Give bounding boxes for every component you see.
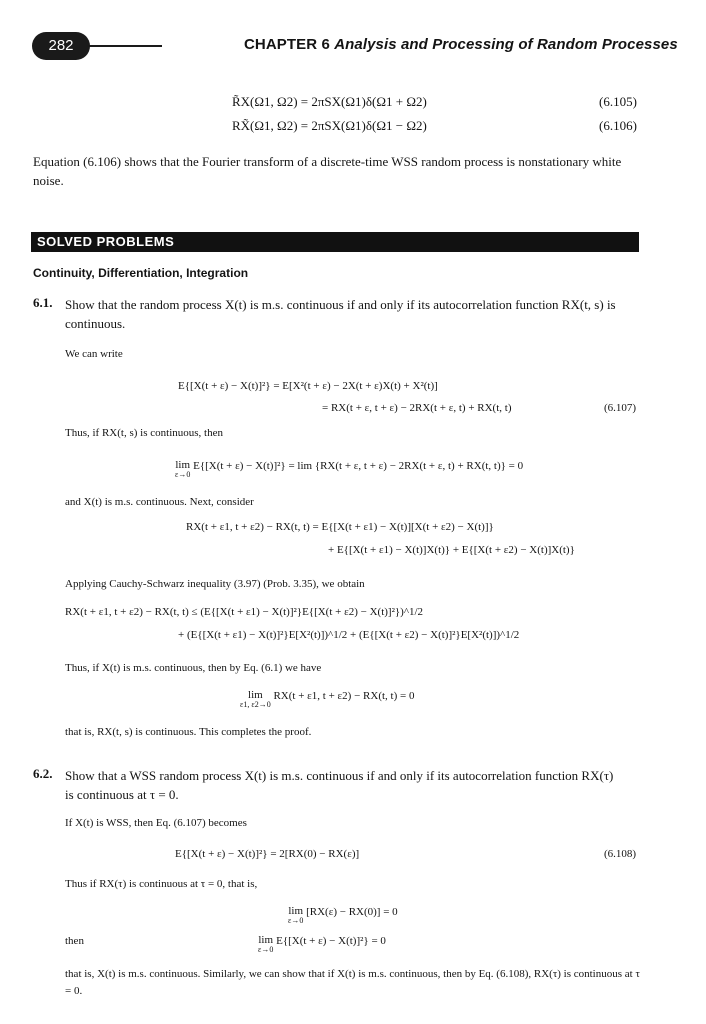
then-text: then (65, 935, 84, 947)
tau-limit-word: lim (288, 905, 304, 917)
limit-word: lim (175, 459, 191, 471)
ms-limit-operator (258, 935, 273, 954)
conclusion-6-1: that is, RX(t, s) is continuous. This completes the proof. (65, 726, 312, 738)
thus-if-x-continuous-text: Thus, if X(t) is m.s. continuous, then by Eq. (6.1) we have (65, 662, 322, 674)
tau-limit-operator (288, 906, 303, 925)
limit-equation (175, 460, 523, 479)
ms-limit-equation (258, 935, 386, 954)
double-limit-operator (240, 690, 271, 709)
tau-limit-equation (288, 906, 398, 925)
equation-6-106: RX̃(Ω1, Ω2) = 2πSX(Ω1)δ(Ω1 − Ω2) (232, 118, 427, 133)
chapter-heading (244, 36, 678, 53)
solved-problems-banner: SOLVED PROBLEMS (31, 232, 639, 252)
equation-6-107-line-1: E{[X(t + ε) − X(t)]²} = E[X²(t + ε) − 2X(t + ε)X(t) + X²(t)] (178, 380, 438, 392)
thus-if-tau-text: Thus if RX(τ) is continuous at τ = 0, that is, (65, 878, 258, 890)
problem-number-6-2: 6.2. (33, 766, 53, 781)
ms-limit-word: lim (258, 934, 274, 946)
problem-statement-6-1: Show that the random process X(t) is m.s. continuous if and only if its autocorrelation function RX(t, s) is continuous. (65, 297, 616, 331)
tau-limit-subscript: ε→0 (288, 916, 304, 925)
limit-expression: E{[X(t + ε) − X(t)]²} = lim {RX(t + ε, t + ε) − 2RX(t + ε, t) + RX(t, t)} = 0 (193, 460, 524, 472)
cauchy-schwarz-line-2: + (E{[X(t + ε1) − X(t)]²}E[X²(t)])^1/2 + (E{[X(t + ε2) − X(t)]²}E[X²(t)])^1/2 (178, 629, 520, 641)
equation-number-6-108: (6.108) (604, 848, 637, 860)
problem-number-6-1: 6.1. (33, 295, 53, 310)
and-x-continuous-text: and X(t) is m.s. continuous. Next, consider (65, 496, 254, 508)
equation-6-105: R̃X(Ω1, Ω2) = 2πSX(Ω1)δ(Ω1 + Ω2) (232, 94, 427, 109)
chapter-label: CHAPTER 6 (244, 36, 330, 53)
intro-paragraph: Equation (6.106) shows that the Fourier transform of a discrete-time WSS random process is nonstationary white noise. (33, 154, 622, 188)
ms-limit-expression: E{[X(t + ε) − X(t)]²} = 0 (276, 935, 386, 947)
equation-6-107-line-2: = RX(t + ε, t + ε) − 2RX(t + ε, t) + RX(t, t) (322, 402, 512, 414)
page-number-badge: 282 (32, 32, 90, 60)
consider-equation-line-1: RX(t + ε1, t + ε2) − RX(t, t) = E{[X(t + ε1) − X(t)][X(t + ε2) − X(t)]} (186, 521, 494, 533)
limit-operator (175, 460, 190, 479)
we-can-write-text: We can write (65, 348, 123, 360)
chapter-title: Analysis and Processing of Random Processes (334, 36, 678, 53)
consider-equation-line-2: + E{[X(t + ε1) − X(t)]X(t)} + E{[X(t + ε2) − X(t)]X(t)} (328, 544, 575, 556)
equation-6-108: E{[X(t + ε) − X(t)]²} = 2[RX(0) − RX(ε)] (175, 848, 360, 860)
header-rule (86, 45, 162, 47)
applying-cauchy-schwarz-text: Applying Cauchy-Schwarz inequality (3.97) (Prob. 3.35), we obtain (65, 578, 365, 590)
cauchy-schwarz-line-1: RX(t + ε1, t + ε2) − RX(t, t) ≤ (E{[X(t + ε1) − X(t)]²}E{[X(t + ε2) − X(t)]²})^1/2 (65, 606, 424, 618)
problem-statement-6-2: Show that a WSS random process X(t) is m.s. continuous if and only if its autocorrelation function RX(τ) is continuous at τ = 0. (65, 768, 614, 802)
double-limit-word: lim (248, 689, 263, 701)
thus-if-continuous-text: Thus, if RX(t, s) is continuous, then (65, 427, 223, 439)
double-limit-equation (240, 690, 414, 709)
double-limit-expression: RX(t + ε1, t + ε2) − RX(t, t) = 0 (273, 690, 415, 702)
equation-number-6-107: (6.107) (604, 402, 637, 414)
double-limit-subscript: ε1, ε2→0 (240, 700, 271, 709)
limit-subscript: ε→0 (175, 470, 191, 479)
section-title: Continuity, Differentiation, Integration (33, 266, 249, 280)
if-wss-text: If X(t) is WSS, then Eq. (6.107) becomes (65, 817, 247, 829)
conclusion-6-2: that is, X(t) is m.s. continuous. Similarly, we can show that if X(t) is m.s. continuous, then by Eq. (6.108), RX(τ) is continuous at τ = 0. (65, 968, 640, 997)
tau-limit-expression: [RX(ε) − RX(0)] = 0 (306, 906, 398, 918)
ms-limit-subscript: ε→0 (258, 945, 274, 954)
equation-number-6-105: (6.105) (599, 94, 637, 109)
equation-number-6-106: (6.106) (599, 118, 637, 133)
